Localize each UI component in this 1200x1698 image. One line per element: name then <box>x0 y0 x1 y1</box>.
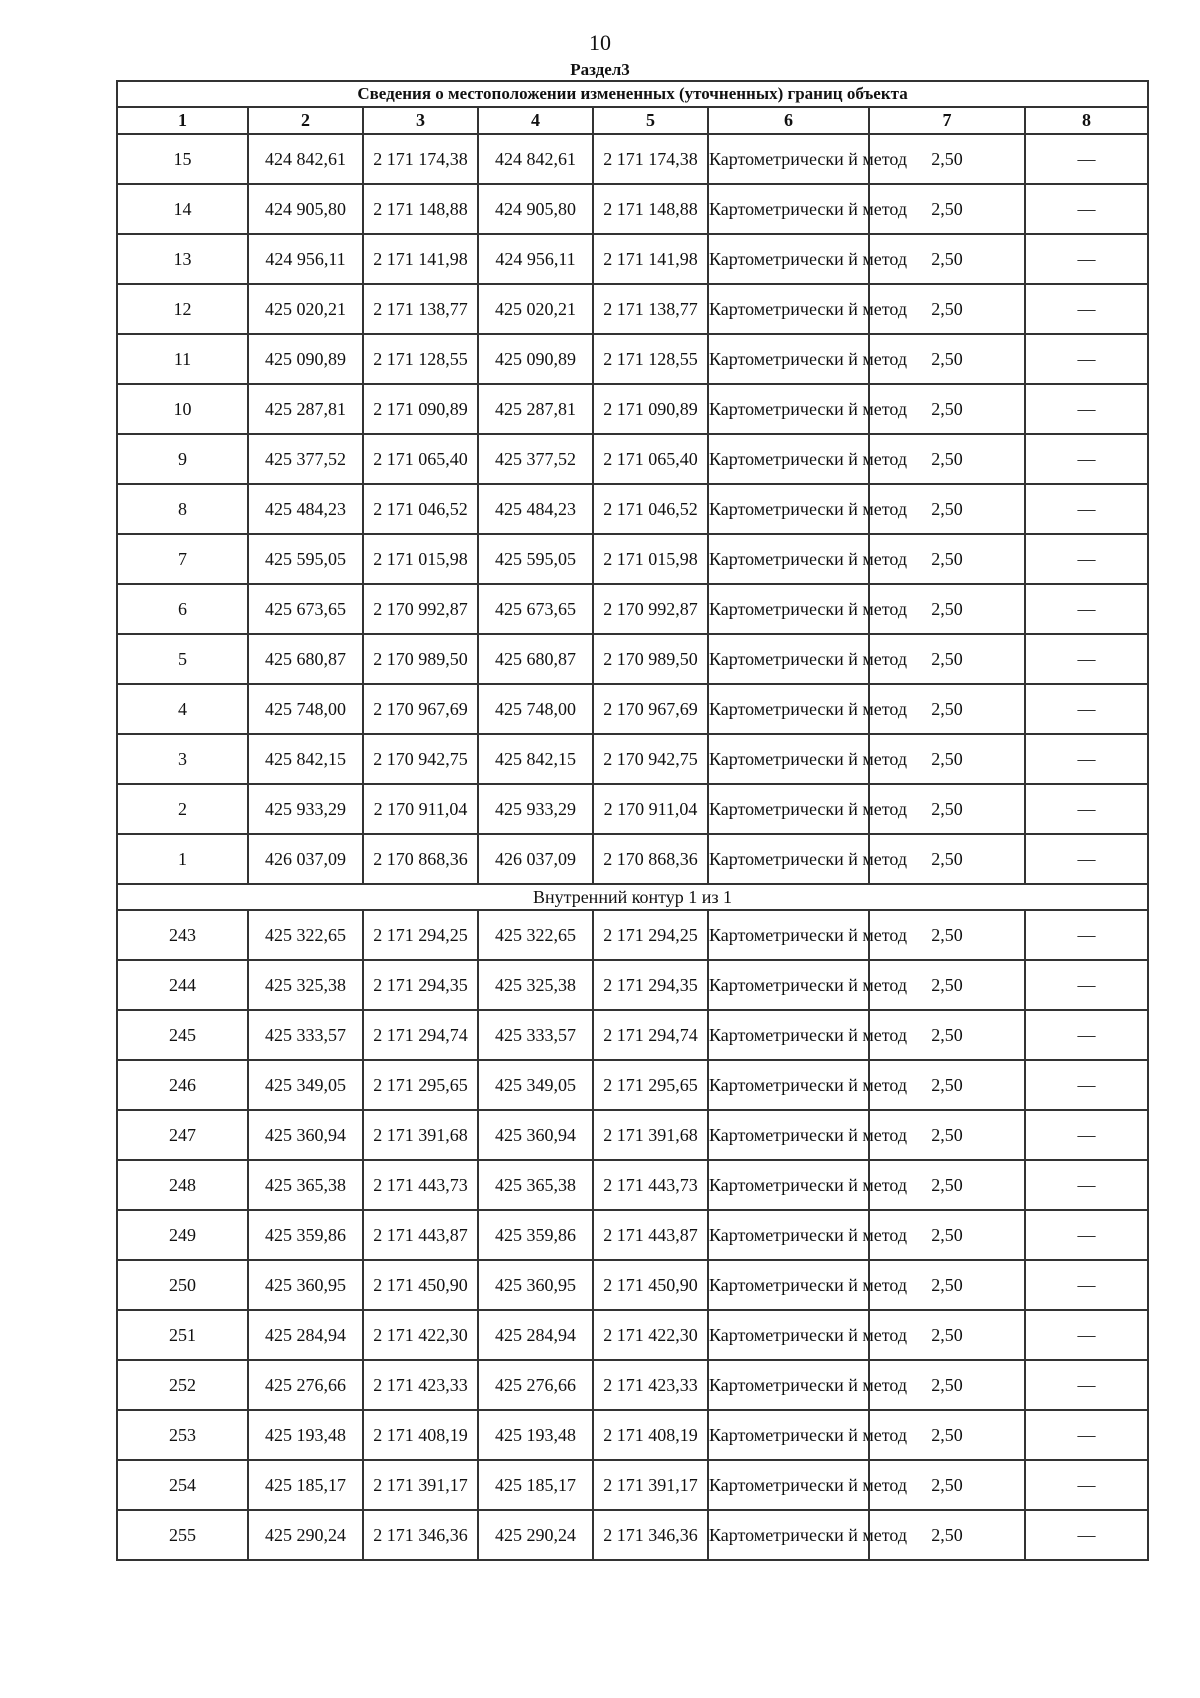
cell-method: Картометрически й метод <box>708 584 869 634</box>
cell-y-new: 2 170 942,75 <box>593 734 708 784</box>
cell-x-old: 425 276,66 <box>248 1360 363 1410</box>
cell-method: Картометрически й метод <box>708 1510 869 1560</box>
table-row <box>117 1010 1148 1060</box>
table-row <box>117 234 1148 284</box>
cell-x-old: 425 595,05 <box>248 534 363 584</box>
cell-point-number: 3 <box>117 734 248 784</box>
cell-x-old: 425 680,87 <box>248 634 363 684</box>
table-row <box>117 334 1148 384</box>
cell-description: — <box>1025 184 1148 234</box>
cell-y-old: 2 171 391,17 <box>363 1460 478 1510</box>
outer-contour-body <box>117 134 1148 884</box>
cell-x-old: 425 349,05 <box>248 1060 363 1110</box>
cell-point-number: 245 <box>117 1010 248 1060</box>
table-row <box>117 434 1148 484</box>
cell-description: — <box>1025 1310 1148 1360</box>
cell-y-old: 2 170 911,04 <box>363 784 478 834</box>
cell-y-new: 2 171 422,30 <box>593 1310 708 1360</box>
cell-x-new: 425 325,38 <box>478 960 593 1010</box>
cell-y-new: 2 170 911,04 <box>593 784 708 834</box>
table-row <box>117 634 1148 684</box>
cell-y-new: 2 171 391,17 <box>593 1460 708 1510</box>
cell-x-new: 425 595,05 <box>478 534 593 584</box>
cell-point-number: 253 <box>117 1410 248 1460</box>
cell-x-old: 425 322,65 <box>248 910 363 960</box>
cell-accuracy: 2,50 <box>869 1510 1025 1560</box>
cell-x-new: 425 680,87 <box>478 634 593 684</box>
cell-x-new: 425 748,00 <box>478 684 593 734</box>
cell-x-new: 425 287,81 <box>478 384 593 434</box>
cell-x-old: 426 037,09 <box>248 834 363 884</box>
column-number-row <box>117 107 1148 134</box>
cell-x-old: 425 193,48 <box>248 1410 363 1460</box>
table-row <box>117 1260 1148 1310</box>
cell-accuracy: 2,50 <box>869 334 1025 384</box>
section-title: Раздел3 <box>570 60 630 79</box>
cell-y-new: 2 171 090,89 <box>593 384 708 434</box>
cell-point-number: 251 <box>117 1310 248 1360</box>
cell-x-old: 425 360,95 <box>248 1260 363 1310</box>
column-number: 7 <box>869 107 1025 134</box>
cell-method: Картометрически й метод <box>708 1310 869 1360</box>
cell-accuracy: 2,50 <box>869 584 1025 634</box>
cell-point-number: 13 <box>117 234 248 284</box>
cell-accuracy: 2,50 <box>869 684 1025 734</box>
cell-method: Картометрически й метод <box>708 1210 869 1260</box>
cell-y-new: 2 171 141,98 <box>593 234 708 284</box>
cell-accuracy: 2,50 <box>869 1310 1025 1360</box>
table-row <box>117 534 1148 584</box>
cell-point-number: 4 <box>117 684 248 734</box>
cell-y-old: 2 171 408,19 <box>363 1410 478 1460</box>
cell-y-old: 2 171 174,38 <box>363 134 478 184</box>
cell-description: — <box>1025 1460 1148 1510</box>
cell-method: Картометрически й метод <box>708 1160 869 1210</box>
cell-point-number: 255 <box>117 1510 248 1560</box>
cell-accuracy: 2,50 <box>869 634 1025 684</box>
cell-method: Картометрически й метод <box>708 1010 869 1060</box>
cell-y-new: 2 171 015,98 <box>593 534 708 584</box>
table-row <box>117 1210 1148 1260</box>
cell-y-old: 2 170 942,75 <box>363 734 478 784</box>
cell-accuracy: 2,50 <box>869 734 1025 784</box>
cell-method: Картометрически й метод <box>708 634 869 684</box>
cell-description: — <box>1025 384 1148 434</box>
cell-accuracy: 2,50 <box>869 1110 1025 1160</box>
table-row <box>117 960 1148 1010</box>
cell-x-old: 425 333,57 <box>248 1010 363 1060</box>
inner-contour-label: Внутренний контур 1 из 1 <box>117 884 1148 910</box>
cell-point-number: 252 <box>117 1360 248 1410</box>
cell-y-old: 2 171 294,74 <box>363 1010 478 1060</box>
cell-point-number: 7 <box>117 534 248 584</box>
table-row <box>117 1160 1148 1210</box>
cell-method: Картометрически й метод <box>708 834 869 884</box>
cell-x-new: 425 933,29 <box>478 784 593 834</box>
page-number: 10 <box>589 30 611 55</box>
cell-point-number: 246 <box>117 1060 248 1110</box>
cell-point-number: 9 <box>117 434 248 484</box>
cell-y-new: 2 170 868,36 <box>593 834 708 884</box>
cell-description: — <box>1025 1110 1148 1160</box>
cell-x-new: 425 359,86 <box>478 1210 593 1260</box>
cell-x-new: 424 956,11 <box>478 234 593 284</box>
cell-y-old: 2 171 443,87 <box>363 1210 478 1260</box>
cell-x-old: 424 842,61 <box>248 134 363 184</box>
cell-x-old: 425 020,21 <box>248 284 363 334</box>
cell-x-old: 425 359,86 <box>248 1210 363 1260</box>
cell-method: Картометрически й метод <box>708 134 869 184</box>
cell-point-number: 244 <box>117 960 248 1010</box>
cell-y-new: 2 171 294,35 <box>593 960 708 1010</box>
cell-method: Картометрически й метод <box>708 1460 869 1510</box>
cell-y-old: 2 171 046,52 <box>363 484 478 534</box>
table-row <box>117 1460 1148 1510</box>
cell-description: — <box>1025 834 1148 884</box>
cell-y-new: 2 171 138,77 <box>593 284 708 334</box>
column-number: 1 <box>117 107 248 134</box>
cell-y-new: 2 171 346,36 <box>593 1510 708 1560</box>
cell-y-old: 2 171 294,25 <box>363 910 478 960</box>
cell-y-new: 2 171 450,90 <box>593 1260 708 1310</box>
cell-y-old: 2 170 989,50 <box>363 634 478 684</box>
cell-y-new: 2 170 967,69 <box>593 684 708 734</box>
cell-point-number: 5 <box>117 634 248 684</box>
table-row <box>117 584 1148 634</box>
table-row <box>117 784 1148 834</box>
cell-y-old: 2 171 391,68 <box>363 1110 478 1160</box>
table-row <box>117 184 1148 234</box>
cell-description: — <box>1025 784 1148 834</box>
table-row <box>117 734 1148 784</box>
inner-contour-header <box>117 884 1148 910</box>
coordinates-table <box>116 80 1149 1561</box>
cell-y-old: 2 170 992,87 <box>363 584 478 634</box>
cell-x-old: 425 748,00 <box>248 684 363 734</box>
cell-y-new: 2 171 423,33 <box>593 1360 708 1410</box>
column-number: 5 <box>593 107 708 134</box>
cell-y-new: 2 170 989,50 <box>593 634 708 684</box>
cell-accuracy: 2,50 <box>869 184 1025 234</box>
cell-x-new: 425 349,05 <box>478 1060 593 1110</box>
cell-method: Картометрически й метод <box>708 1360 869 1410</box>
cell-method: Картометрически й метод <box>708 434 869 484</box>
cell-method: Картометрически й метод <box>708 1410 869 1460</box>
table-row <box>117 1110 1148 1160</box>
cell-y-old: 2 171 294,35 <box>363 960 478 1010</box>
table-row <box>117 484 1148 534</box>
cell-method: Картометрически й метод <box>708 784 869 834</box>
cell-description: — <box>1025 334 1148 384</box>
cell-point-number: 248 <box>117 1160 248 1210</box>
table-caption-row <box>117 81 1148 107</box>
cell-method: Картометрически й метод <box>708 484 869 534</box>
table-row <box>117 1060 1148 1110</box>
cell-y-old: 2 171 128,55 <box>363 334 478 384</box>
cell-x-new: 425 377,52 <box>478 434 593 484</box>
table-caption: Сведения о местоположении измененных (уточненных) границ объекта <box>117 81 1148 107</box>
cell-description: — <box>1025 910 1148 960</box>
cell-accuracy: 2,50 <box>869 234 1025 284</box>
cell-y-old: 2 170 967,69 <box>363 684 478 734</box>
cell-y-new: 2 171 391,68 <box>593 1110 708 1160</box>
cell-description: — <box>1025 734 1148 784</box>
cell-description: — <box>1025 1510 1148 1560</box>
cell-x-old: 425 842,15 <box>248 734 363 784</box>
cell-y-old: 2 171 443,73 <box>363 1160 478 1210</box>
cell-x-new: 425 090,89 <box>478 334 593 384</box>
column-number: 6 <box>708 107 869 134</box>
table-row <box>117 1360 1148 1410</box>
cell-description: — <box>1025 134 1148 184</box>
cell-point-number: 8 <box>117 484 248 534</box>
cell-x-old: 424 956,11 <box>248 234 363 284</box>
cell-y-new: 2 171 408,19 <box>593 1410 708 1460</box>
cell-y-new: 2 171 046,52 <box>593 484 708 534</box>
cell-description: — <box>1025 284 1148 334</box>
cell-x-new: 425 290,24 <box>478 1510 593 1560</box>
cell-accuracy: 2,50 <box>869 1410 1025 1460</box>
cell-x-old: 425 365,38 <box>248 1160 363 1210</box>
cell-description: — <box>1025 534 1148 584</box>
cell-accuracy: 2,50 <box>869 1010 1025 1060</box>
cell-description: — <box>1025 434 1148 484</box>
cell-x-new: 425 842,15 <box>478 734 593 784</box>
cell-description: — <box>1025 1060 1148 1110</box>
cell-x-new: 425 360,95 <box>478 1260 593 1310</box>
cell-accuracy: 2,50 <box>869 384 1025 434</box>
cell-point-number: 10 <box>117 384 248 434</box>
cell-y-new: 2 171 065,40 <box>593 434 708 484</box>
cell-x-old: 425 360,94 <box>248 1110 363 1160</box>
cell-point-number: 250 <box>117 1260 248 1310</box>
cell-method: Картометрически й метод <box>708 1260 869 1310</box>
cell-description: — <box>1025 1360 1148 1410</box>
cell-y-old: 2 171 141,98 <box>363 234 478 284</box>
cell-accuracy: 2,50 <box>869 1060 1025 1110</box>
cell-x-old: 425 287,81 <box>248 384 363 434</box>
cell-accuracy: 2,50 <box>869 1160 1025 1210</box>
cell-y-new: 2 171 148,88 <box>593 184 708 234</box>
cell-x-new: 425 484,23 <box>478 484 593 534</box>
table-row <box>117 684 1148 734</box>
table-row <box>117 384 1148 434</box>
cell-y-old: 2 171 295,65 <box>363 1060 478 1110</box>
cell-point-number: 2 <box>117 784 248 834</box>
cell-accuracy: 2,50 <box>869 534 1025 584</box>
cell-point-number: 254 <box>117 1460 248 1510</box>
cell-description: — <box>1025 1010 1148 1060</box>
column-number: 8 <box>1025 107 1148 134</box>
cell-method: Картометрически й метод <box>708 534 869 584</box>
cell-description: — <box>1025 634 1148 684</box>
cell-accuracy: 2,50 <box>869 1210 1025 1260</box>
cell-x-old: 425 673,65 <box>248 584 363 634</box>
table-row <box>117 910 1148 960</box>
cell-method: Картометрически й метод <box>708 1060 869 1110</box>
table-row <box>117 1510 1148 1560</box>
cell-method: Картометрически й метод <box>708 334 869 384</box>
cell-y-new: 2 171 295,65 <box>593 1060 708 1110</box>
cell-y-new: 2 171 443,73 <box>593 1160 708 1210</box>
cell-description: — <box>1025 1410 1148 1460</box>
cell-x-new: 425 322,65 <box>478 910 593 960</box>
cell-accuracy: 2,50 <box>869 434 1025 484</box>
table-row <box>117 134 1148 184</box>
cell-point-number: 1 <box>117 834 248 884</box>
cell-x-old: 424 905,80 <box>248 184 363 234</box>
cell-method: Картометрически й метод <box>708 284 869 334</box>
cell-y-old: 2 171 090,89 <box>363 384 478 434</box>
cell-x-new: 425 193,48 <box>478 1410 593 1460</box>
cell-method: Картометрически й метод <box>708 384 869 434</box>
cell-x-new: 425 360,94 <box>478 1110 593 1160</box>
cell-method: Картометрически й метод <box>708 910 869 960</box>
cell-point-number: 11 <box>117 334 248 384</box>
cell-y-old: 2 171 065,40 <box>363 434 478 484</box>
cell-x-new: 425 673,65 <box>478 584 593 634</box>
cell-x-new: 426 037,09 <box>478 834 593 884</box>
cell-x-new: 425 365,38 <box>478 1160 593 1210</box>
cell-accuracy: 2,50 <box>869 1360 1025 1410</box>
cell-method: Картометрически й метод <box>708 184 869 234</box>
cell-x-old: 425 090,89 <box>248 334 363 384</box>
cell-method: Картометрически й метод <box>708 234 869 284</box>
cell-description: — <box>1025 234 1148 284</box>
cell-method: Картометрически й метод <box>708 734 869 784</box>
cell-description: — <box>1025 960 1148 1010</box>
cell-point-number: 6 <box>117 584 248 634</box>
cell-accuracy: 2,50 <box>869 484 1025 534</box>
cell-x-old: 425 377,52 <box>248 434 363 484</box>
table-row <box>117 284 1148 334</box>
table-row <box>117 1410 1148 1460</box>
cell-x-old: 425 290,24 <box>248 1510 363 1560</box>
cell-accuracy: 2,50 <box>869 1460 1025 1510</box>
cell-x-old: 425 185,17 <box>248 1460 363 1510</box>
inner-contour-body <box>117 910 1148 1560</box>
cell-x-old: 425 325,38 <box>248 960 363 1010</box>
cell-description: — <box>1025 684 1148 734</box>
cell-accuracy: 2,50 <box>869 134 1025 184</box>
cell-method: Картометрически й метод <box>708 1110 869 1160</box>
column-number: 3 <box>363 107 478 134</box>
cell-y-new: 2 171 128,55 <box>593 334 708 384</box>
inner-contour-row <box>117 884 1148 910</box>
cell-point-number: 14 <box>117 184 248 234</box>
cell-accuracy: 2,50 <box>869 910 1025 960</box>
cell-accuracy: 2,50 <box>869 960 1025 1010</box>
cell-y-old: 2 171 450,90 <box>363 1260 478 1310</box>
cell-y-old: 2 171 148,88 <box>363 184 478 234</box>
cell-y-new: 2 171 294,25 <box>593 910 708 960</box>
cell-description: — <box>1025 1260 1148 1310</box>
cell-accuracy: 2,50 <box>869 284 1025 334</box>
cell-x-new: 425 284,94 <box>478 1310 593 1360</box>
column-number: 4 <box>478 107 593 134</box>
cell-y-new: 2 170 992,87 <box>593 584 708 634</box>
cell-y-old: 2 171 422,30 <box>363 1310 478 1360</box>
column-number: 2 <box>248 107 363 134</box>
cell-accuracy: 2,50 <box>869 784 1025 834</box>
cell-point-number: 15 <box>117 134 248 184</box>
cell-description: — <box>1025 1210 1148 1260</box>
cell-description: — <box>1025 584 1148 634</box>
cell-accuracy: 2,50 <box>869 834 1025 884</box>
cell-x-old: 425 284,94 <box>248 1310 363 1360</box>
cell-y-new: 2 171 294,74 <box>593 1010 708 1060</box>
cell-method: Картометрически й метод <box>708 684 869 734</box>
cell-y-old: 2 171 138,77 <box>363 284 478 334</box>
cell-x-new: 425 333,57 <box>478 1010 593 1060</box>
cell-point-number: 249 <box>117 1210 248 1260</box>
cell-accuracy: 2,50 <box>869 1260 1025 1310</box>
table-row <box>117 834 1148 884</box>
cell-x-old: 425 484,23 <box>248 484 363 534</box>
cell-x-new: 424 905,80 <box>478 184 593 234</box>
cell-x-new: 425 020,21 <box>478 284 593 334</box>
cell-y-old: 2 171 423,33 <box>363 1360 478 1410</box>
cell-y-old: 2 171 346,36 <box>363 1510 478 1560</box>
cell-y-new: 2 171 174,38 <box>593 134 708 184</box>
cell-method: Картометрически й метод <box>708 960 869 1010</box>
cell-x-new: 425 185,17 <box>478 1460 593 1510</box>
cell-y-new: 2 171 443,87 <box>593 1210 708 1260</box>
cell-point-number: 247 <box>117 1110 248 1160</box>
cell-description: — <box>1025 484 1148 534</box>
cell-point-number: 243 <box>117 910 248 960</box>
cell-y-old: 2 171 015,98 <box>363 534 478 584</box>
cell-x-old: 425 933,29 <box>248 784 363 834</box>
table-row <box>117 1310 1148 1360</box>
cell-y-old: 2 170 868,36 <box>363 834 478 884</box>
cell-point-number: 12 <box>117 284 248 334</box>
cell-x-new: 424 842,61 <box>478 134 593 184</box>
cell-x-new: 425 276,66 <box>478 1360 593 1410</box>
cell-description: — <box>1025 1160 1148 1210</box>
